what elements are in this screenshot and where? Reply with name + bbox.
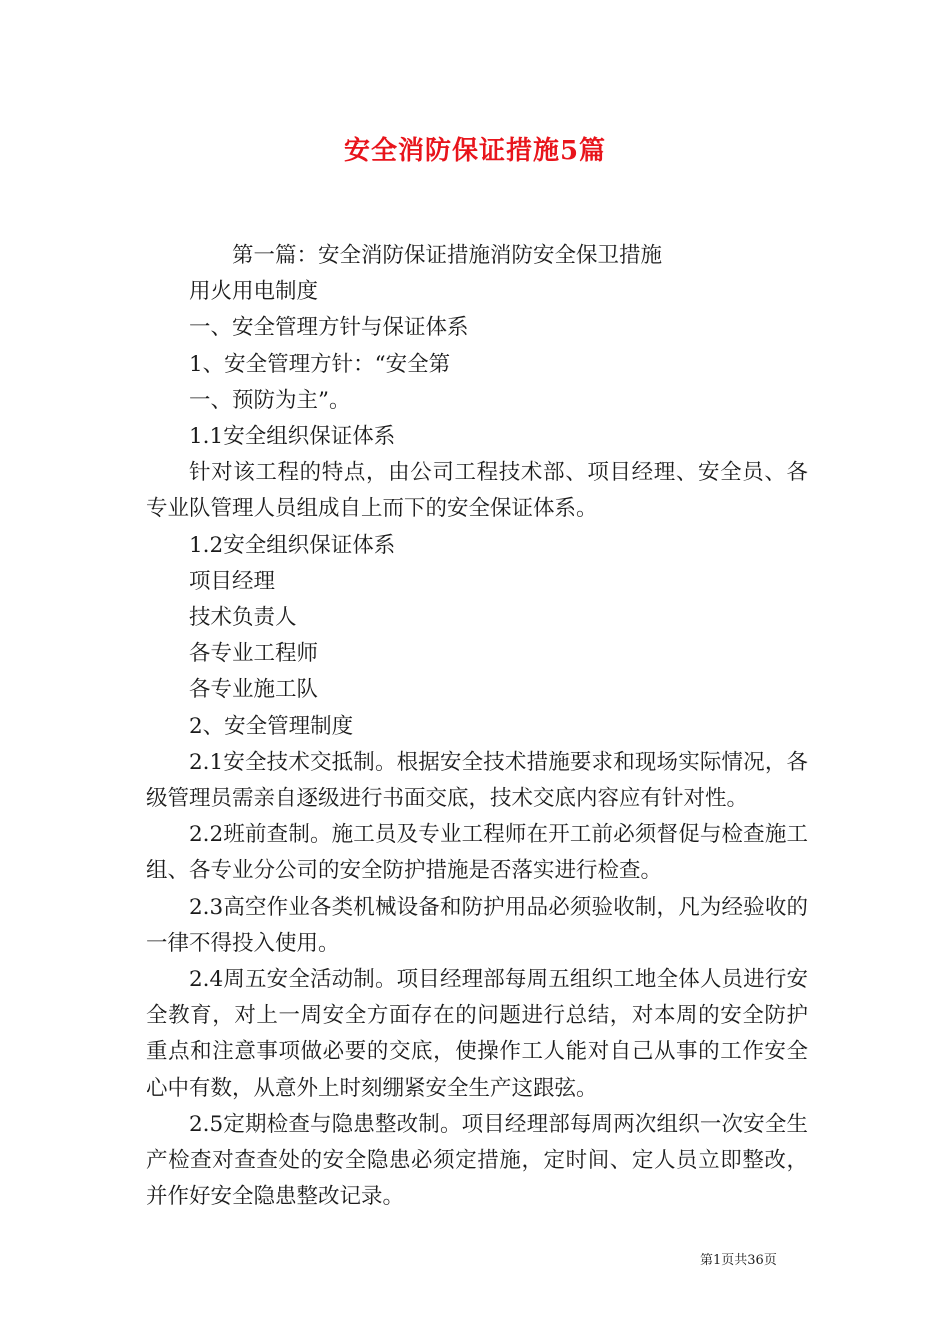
paragraph: 1、安全管理方针：“安全第: [189, 351, 451, 377]
document-title: 安全消防保证措施5篇: [343, 136, 607, 166]
paragraph: 项目经理: [189, 568, 276, 594]
paragraph: 2.2班前查制。施工员及专业工程师在开工前必须督促与检查施工组、各专业分公司的安全防护措施是否落实进行检查。: [146, 822, 808, 884]
paragraph: 2.1安全技术交抵制。根据安全技术措施要求和现场实际情况，各级管理员需亲自逐级进行书面交底，技术交底内容应有针对性。: [146, 749, 808, 812]
paragraph: 2.5定期检查与隐患整改制。项目经理部每周两次组织一次安全生产检查对查查处的安全隐患必须定措施，定时间、定人员立即整改，并作好安全隐患整改记录。: [146, 1111, 808, 1210]
paragraph: 技术负责人: [189, 605, 297, 631]
paragraph: 用火用电制度: [189, 279, 319, 305]
paragraph: 2.3高空作业各类机械设备和防护用品必须验收制，凡为经验收的一律不得投入使用。: [146, 894, 808, 956]
page-number-footer: 第1页共36页: [700, 1253, 777, 1268]
paragraph: 各专业工程师: [189, 641, 319, 667]
paragraph-section-heading: 第一篇：安全消防保证措施消防安全保卫措施: [232, 243, 663, 268]
paragraph: 针对该工程的特点，由公司工程技术部、项目经理、安全员、各专业队管理人员组成自上而下的安全保证体系。: [146, 460, 808, 522]
paragraph: 各专业施工队: [189, 677, 319, 703]
paragraph: 一、安全管理方针与保证体系: [189, 315, 469, 341]
paragraph: 2.4周五安全活动制。项目经理部每周五组织工地全体人员进行安全教育，对上一周安全方面存在的问题进行总结，对本周的安全防护重点和注意事项做必要的交底，使操作工人能对自己从事的工作安全心中有数，从意外上时刻绷紧安全生产这跟弦。: [146, 967, 808, 1101]
paragraph: 2、安全管理制度: [189, 713, 354, 739]
document-body: [146, 238, 808, 1215]
paragraph: 1.2安全组织保证体系: [189, 532, 396, 558]
paragraph: 1.1安全组织保证体系: [189, 424, 396, 450]
paragraph: 一、预防为主”。: [189, 387, 351, 413]
